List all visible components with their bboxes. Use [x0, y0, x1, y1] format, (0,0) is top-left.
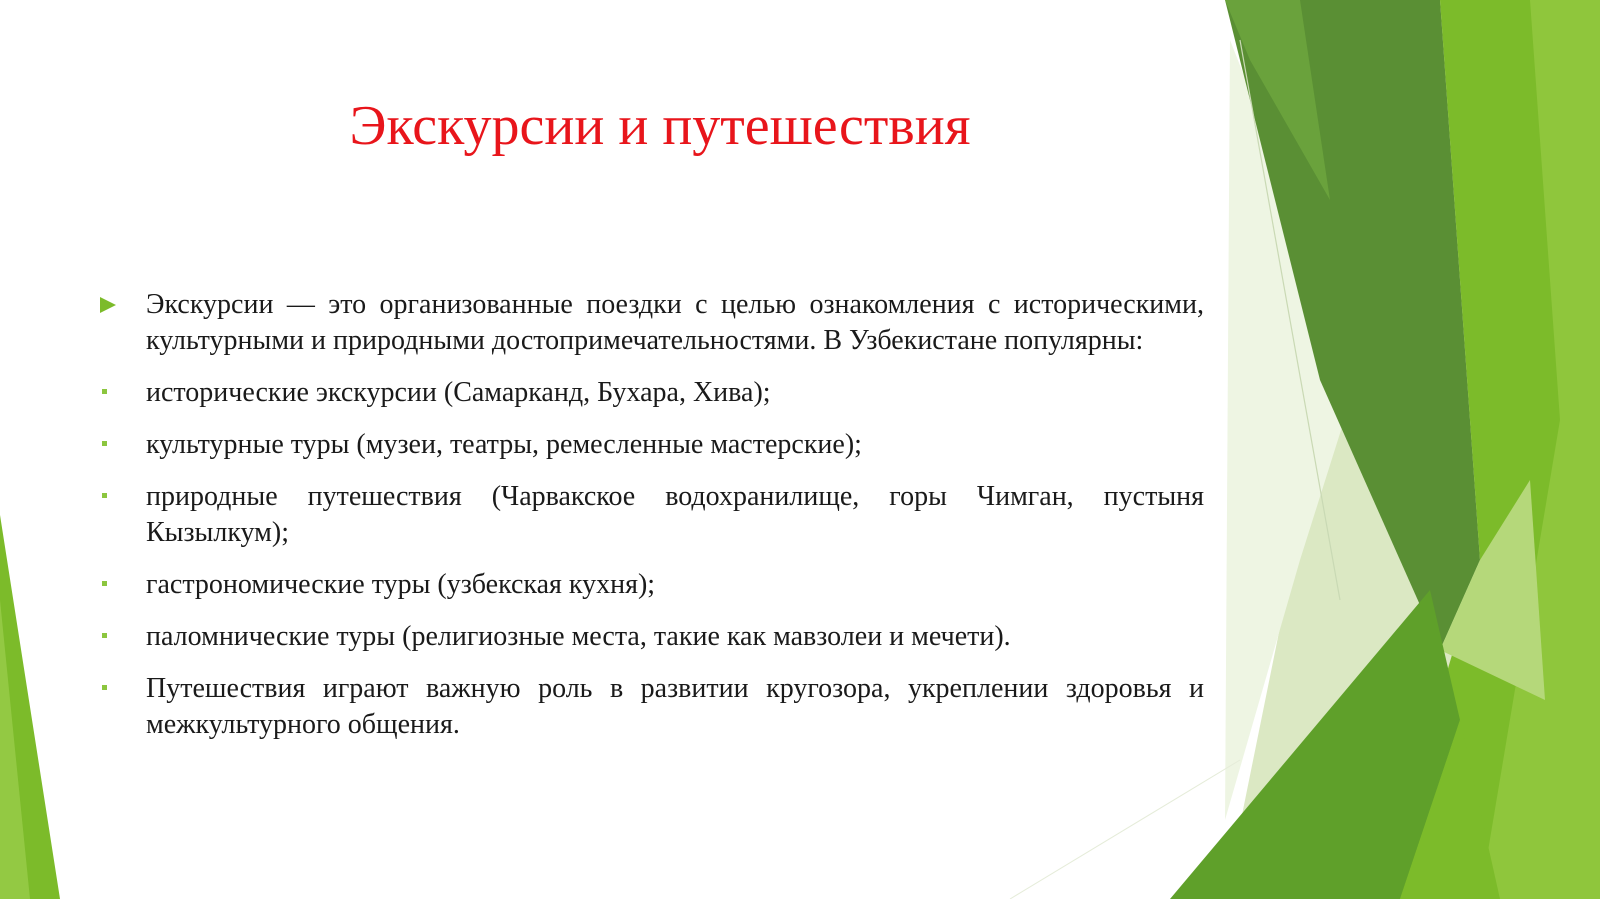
- list-item: [100, 375, 1204, 411]
- list-item: [100, 427, 1204, 463]
- triangle-arrow-icon: [100, 297, 116, 313]
- list-item: [100, 287, 1204, 359]
- list-item: [100, 671, 1204, 743]
- square-dot-icon: [102, 581, 107, 586]
- list-item: [100, 567, 1204, 603]
- list-item: [100, 479, 1204, 551]
- list-item-text: гастрономические туры (узбекская кухня);: [146, 569, 656, 600]
- square-dot-icon: [102, 633, 107, 638]
- bullet-list: [100, 287, 1204, 759]
- list-item-text: культурные туры (музеи, театры, ремесленные мастерские);: [146, 429, 862, 460]
- square-dot-icon: [102, 685, 107, 690]
- square-dot-icon: [102, 441, 107, 446]
- list-item-text: Путешествия играют важную роль в развитии кругозора, укреплении здоровья и межкультурного общения.: [146, 673, 1204, 740]
- list-item-text: исторические экскурсии (Самарканд, Бухара, Хива);: [146, 377, 771, 408]
- list-item-text: паломнические туры (религиозные места, такие как мавзолеи и мечети).: [146, 621, 1011, 652]
- square-dot-icon: [102, 389, 107, 394]
- slide-title: Экскурсии и путешествия: [349, 95, 971, 157]
- list-item: [100, 619, 1204, 655]
- square-dot-icon: [102, 493, 107, 498]
- list-item-text: Экскурсии — это организованные поездки с целью ознакомления с историческими, культурными и природными достопримечательностями. В Узбекистане популярны:: [146, 289, 1204, 356]
- list-item-text: природные путешествия (Чарвакское водохранилище, горы Чимган, пустыня Кызылкум);: [146, 481, 1204, 548]
